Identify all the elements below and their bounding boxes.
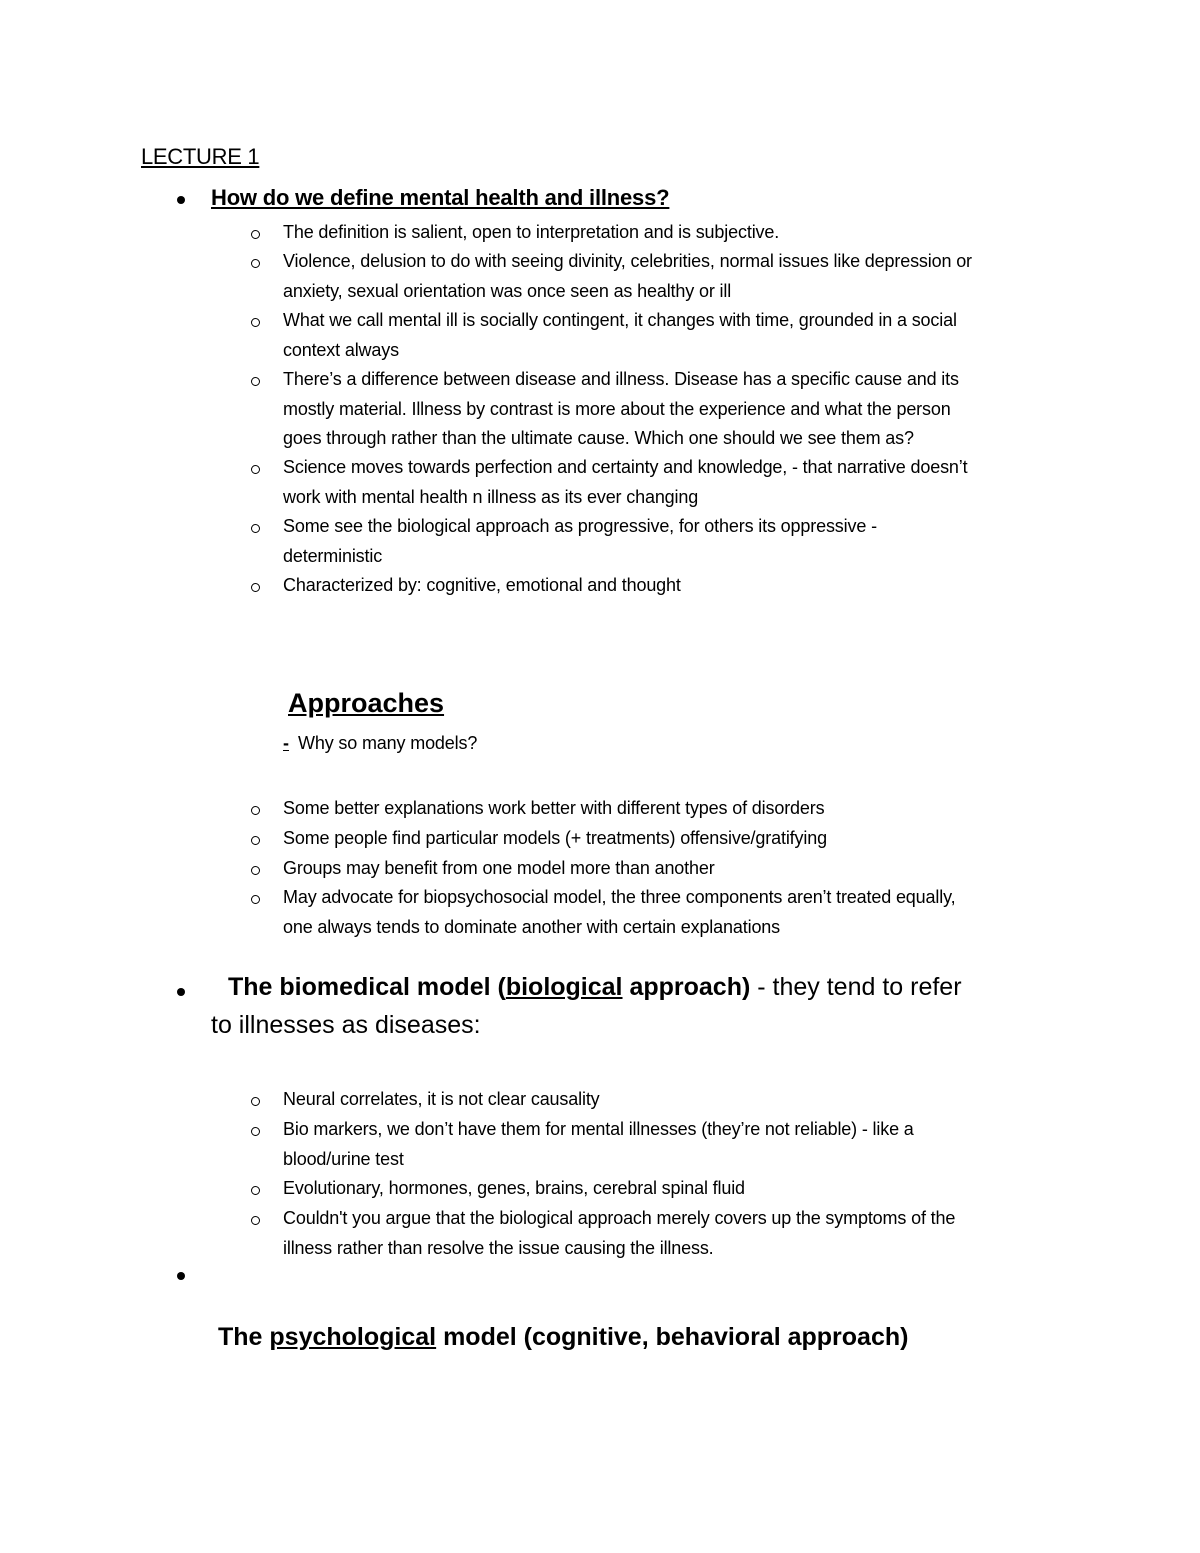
- hollow-bullet-icon: [251, 465, 260, 474]
- list-item-line: Some better explanations work better with different types of disorders: [283, 798, 825, 818]
- list-item: [283, 883, 1083, 942]
- hollow-bullet-icon: [251, 524, 260, 533]
- hollow-bullet-icon: [251, 318, 260, 327]
- list-item-line: Groups may benefit from one model more than another: [283, 858, 715, 878]
- list-item-line: goes through rather than the ultimate cause. Which one should we see them as?: [283, 428, 914, 449]
- list-item: [283, 365, 1083, 454]
- list-item-line: Evolutionary, hormones, genes, brains, cerebral spinal fluid: [283, 1178, 745, 1198]
- list-item-line: work with mental health n illness as its ever changing: [283, 486, 699, 507]
- bullet-icon: [177, 988, 185, 996]
- list-item: [283, 571, 1083, 601]
- list-item-line: May advocate for biopsychosocial model, the three components aren’t treated equally,: [283, 887, 956, 907]
- list-item-line: Neural correlates, it is not clear causality: [283, 1089, 600, 1109]
- heading-part: - they tend to refer: [750, 973, 962, 1001]
- biomedical-heading-line2: to illnesses as diseases:: [211, 1011, 481, 1039]
- hollow-bullet-icon: [251, 1097, 260, 1106]
- list-item: [283, 1174, 1083, 1204]
- heading-underlined-term: psychological: [269, 1323, 437, 1351]
- hollow-bullet-icon: [251, 259, 260, 268]
- list-item: [283, 824, 1083, 854]
- approaches-heading: Approaches: [288, 688, 445, 718]
- hollow-bullet-icon: [251, 1127, 260, 1136]
- list-item-line: The definition is salient, open to interpretation and is subjective.: [283, 222, 780, 242]
- list-item-line: Some see the biological approach as progressive, for others its oppressive -: [283, 516, 877, 536]
- biomedical-heading-line1: [228, 969, 962, 1006]
- list-item-line: Bio markers, we don’t have them for mental illnesses (they’re not reliable) - like a: [283, 1119, 914, 1139]
- list-item: [283, 854, 1083, 884]
- list-item-line: deterministic: [283, 545, 383, 566]
- list-item: [283, 306, 1083, 365]
- list-item-line: What we call mental ill is socially contingent, it changes with time, grounded in a social: [283, 310, 957, 330]
- heading-underlined-term: biological: [505, 973, 623, 1001]
- section-heading-definition: How do we define mental health and illness?: [211, 185, 670, 210]
- list-item: [283, 1085, 1083, 1115]
- list-item-line: mostly material. Illness by contrast is more about the experience and what the person: [283, 398, 951, 419]
- hollow-bullet-icon: [251, 836, 260, 845]
- hollow-bullet-icon: [251, 583, 260, 592]
- heading-part: approach): [622, 973, 751, 1001]
- hollow-bullet-icon: [251, 230, 260, 239]
- hollow-bullet-icon: [251, 1216, 260, 1225]
- bullet-icon: [177, 1272, 185, 1280]
- heading-part: The biomedical model (: [228, 973, 506, 1001]
- heading-part: The: [218, 1323, 270, 1351]
- list-item-line: illness rather than resolve the issue causing the illness.: [283, 1237, 714, 1258]
- list-item-line: anxiety, sexual orientation was once seen as healthy or ill: [283, 280, 732, 301]
- list-item: [283, 1204, 1083, 1263]
- list-item-line: Violence, delusion to do with seeing divinity, celebrities, normal issues like depression or: [283, 251, 972, 271]
- list-item: [283, 794, 1083, 824]
- list-item: [283, 512, 1083, 571]
- hollow-bullet-icon: [251, 1186, 260, 1195]
- heading-part: model (cognitive, behavioral approach): [436, 1323, 909, 1351]
- list-item: [283, 218, 1083, 248]
- list-item: [283, 453, 1083, 512]
- list-item-line: Some people find particular models (+ treatments) offensive/gratifying: [283, 828, 827, 848]
- list-item-line: context always: [283, 339, 399, 360]
- hollow-bullet-icon: [251, 377, 260, 386]
- list-item-line: one always tends to dominate another with certain explanations: [283, 916, 781, 937]
- list-item-line: There’s a difference between disease and illness. Disease has a specific cause and its: [283, 369, 959, 389]
- bullet-icon: [177, 196, 185, 204]
- psychological-heading: [218, 1319, 908, 1356]
- dash-marker: -: [283, 733, 289, 753]
- approaches-question: Why so many models?: [298, 733, 478, 753]
- list-item-line: Couldn't you argue that the biological approach merely covers up the symptoms of the: [283, 1208, 956, 1228]
- list-item: [283, 247, 1083, 306]
- hollow-bullet-icon: [251, 866, 260, 875]
- list-item-line: Science moves towards perfection and certainty and knowledge, - that narrative doesn’t: [283, 457, 968, 477]
- list-item-line: blood/urine test: [283, 1148, 404, 1169]
- hollow-bullet-icon: [251, 895, 260, 904]
- list-item-line: Characterized by: cognitive, emotional and thought: [283, 575, 681, 595]
- list-item: [283, 1115, 1083, 1174]
- hollow-bullet-icon: [251, 806, 260, 815]
- lecture-title: LECTURE 1: [141, 144, 260, 169]
